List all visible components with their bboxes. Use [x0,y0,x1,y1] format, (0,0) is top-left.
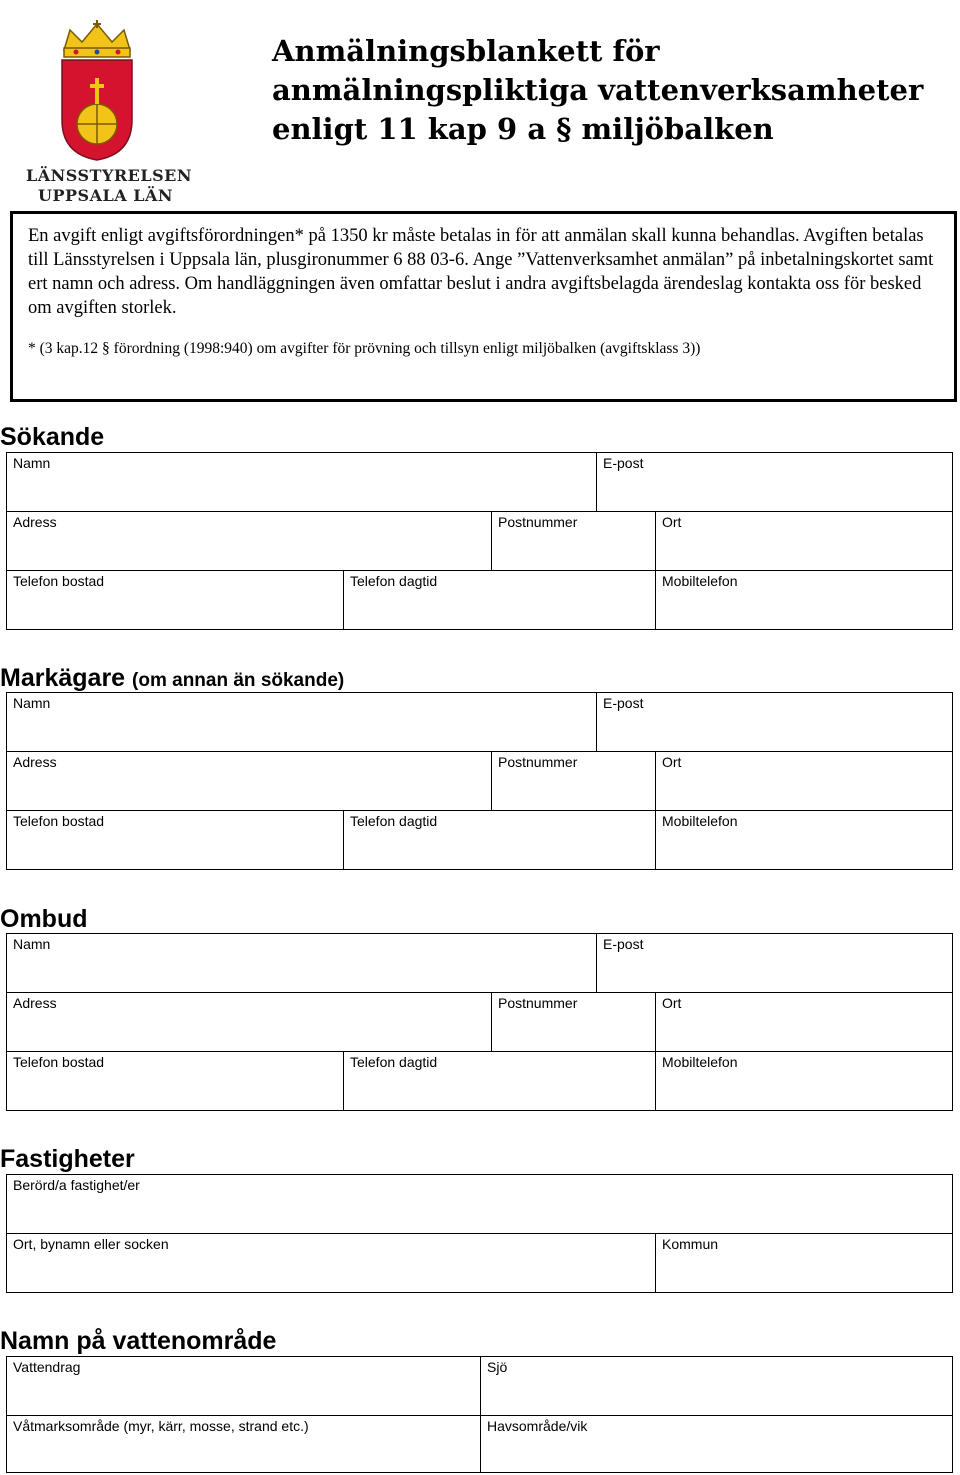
fee-info-box [10,211,957,402]
field-label: Telefon dagtid [350,813,438,829]
sokande-epost-field[interactable] [596,452,953,512]
fastigheter-ort-bynamn-field[interactable] [6,1233,656,1293]
section-title-fastigheter: Fastigheter [0,1145,135,1173]
markagare-adress-field[interactable] [6,751,492,811]
field-label: Adress [13,995,57,1011]
field-label: Havsområde/vik [487,1418,588,1434]
vatmarksomrade-field[interactable] [6,1415,481,1473]
markagare-namn-field[interactable] [6,692,597,752]
vattendrag-field[interactable] [6,1356,481,1416]
field-label: Adress [13,754,57,770]
field-label: Sjö [487,1359,508,1375]
ombud-ort-field[interactable] [655,992,953,1052]
field-label: Telefon bostad [13,1054,105,1070]
field-label: Ort [662,514,682,530]
lansstyrelsen-logo [18,20,192,210]
markagare-ort-field[interactable] [655,751,953,811]
markagare-mobil-field[interactable] [655,810,953,870]
coat-of-arms-icon [56,20,138,162]
ombud-tel-dagtid-field[interactable] [343,1051,656,1111]
sjo-field[interactable] [480,1356,953,1416]
field-label: Mobiltelefon [662,573,738,589]
field-label: Telefon bostad [13,573,105,589]
section-title-markagare [0,664,344,695]
field-label: Vattendrag [13,1359,81,1375]
fee-info-text: En avgift enligt avgiftsförordningen* på 1350 kr måste betalas in för att anmälan skall kunna behandlas. Avgiften betalas till Länsstyrelsen i Uppsala län, plusgironummer 6 88 03-6. Ange ”Vattenverksamhet anmälan” på inbetalningskortet samt ert namn och adress. Om handläggningen även omfattar beslut i andra avgiftsbelagda ärendeslag kontakta oss för besked om avgiften storlek. [28,226,934,318]
ombud-tel-bostad-field[interactable] [6,1051,344,1111]
field-label: Postnummer [498,514,578,530]
sokande-postnummer-field[interactable] [491,511,656,571]
field-label: E-post [603,455,644,471]
field-label: Mobiltelefon [662,813,738,829]
field-label: Adress [13,514,57,530]
field-label: Telefon dagtid [350,573,438,589]
field-label: Våtmarksområde (myr, kärr, mosse, strand etc.) [13,1418,309,1434]
logo-text-line2: UPPSALA LÄN [38,186,174,205]
field-label: Namn [13,695,51,711]
markagare-tel-bostad-field[interactable] [6,810,344,870]
section-title-sokande: Sökande [0,423,105,451]
field-label: Postnummer [498,995,578,1011]
havsomrade-field[interactable] [480,1415,953,1473]
field-label: Berörd/a fastighet/er [13,1177,140,1193]
fee-footnote: * (3 kap.12 § förordning (1998:940) om avgifter för prövning och tillsyn enligt miljöbalken (avgiftsklass 3)) [28,340,701,357]
field-label: Namn [13,455,51,471]
markagare-epost-field[interactable] [596,692,953,752]
sokande-adress-field[interactable] [6,511,492,571]
section-title-text: Markägare [0,664,126,692]
markagare-postnummer-field[interactable] [491,751,656,811]
section-title-vattenomrade: Namn på vattenområde [0,1327,277,1355]
sokande-ort-field[interactable] [655,511,953,571]
field-label: Ort [662,995,682,1011]
field-label: E-post [603,936,644,952]
logo-text-line1: LÄNSSTYRELSEN [26,166,192,185]
sokande-namn-field[interactable] [6,452,597,512]
field-label: Mobiltelefon [662,1054,738,1070]
field-label: Kommun [662,1236,719,1252]
field-label: Telefon bostad [13,813,105,829]
ombud-epost-field[interactable] [596,933,953,993]
section-title-ombud: Ombud [0,905,88,933]
field-label: Ort [662,754,682,770]
field-label: Telefon dagtid [350,1054,438,1070]
sokande-mobil-field[interactable] [655,570,953,630]
field-label: Ort, bynamn eller socken [13,1236,169,1252]
ombud-adress-field[interactable] [6,992,492,1052]
field-label: Namn [13,936,51,952]
markagare-tel-dagtid-field[interactable] [343,810,656,870]
sokande-tel-bostad-field[interactable] [6,570,344,630]
ombud-namn-field[interactable] [6,933,597,993]
fastigheter-kommun-field[interactable] [655,1233,953,1293]
page-title: Anmälningsblankett för anmälningspliktiga vattenverksamheter enligt 11 kap 9 a § miljöbalken [272,34,924,146]
field-label: Postnummer [498,754,578,770]
ombud-mobil-field[interactable] [655,1051,953,1111]
fastigheter-berord-field[interactable] [6,1174,953,1234]
sokande-tel-dagtid-field[interactable] [343,570,656,630]
section-subtitle: (om annan än sökande) [132,670,345,691]
field-label: E-post [603,695,644,711]
ombud-postnummer-field[interactable] [491,992,656,1052]
